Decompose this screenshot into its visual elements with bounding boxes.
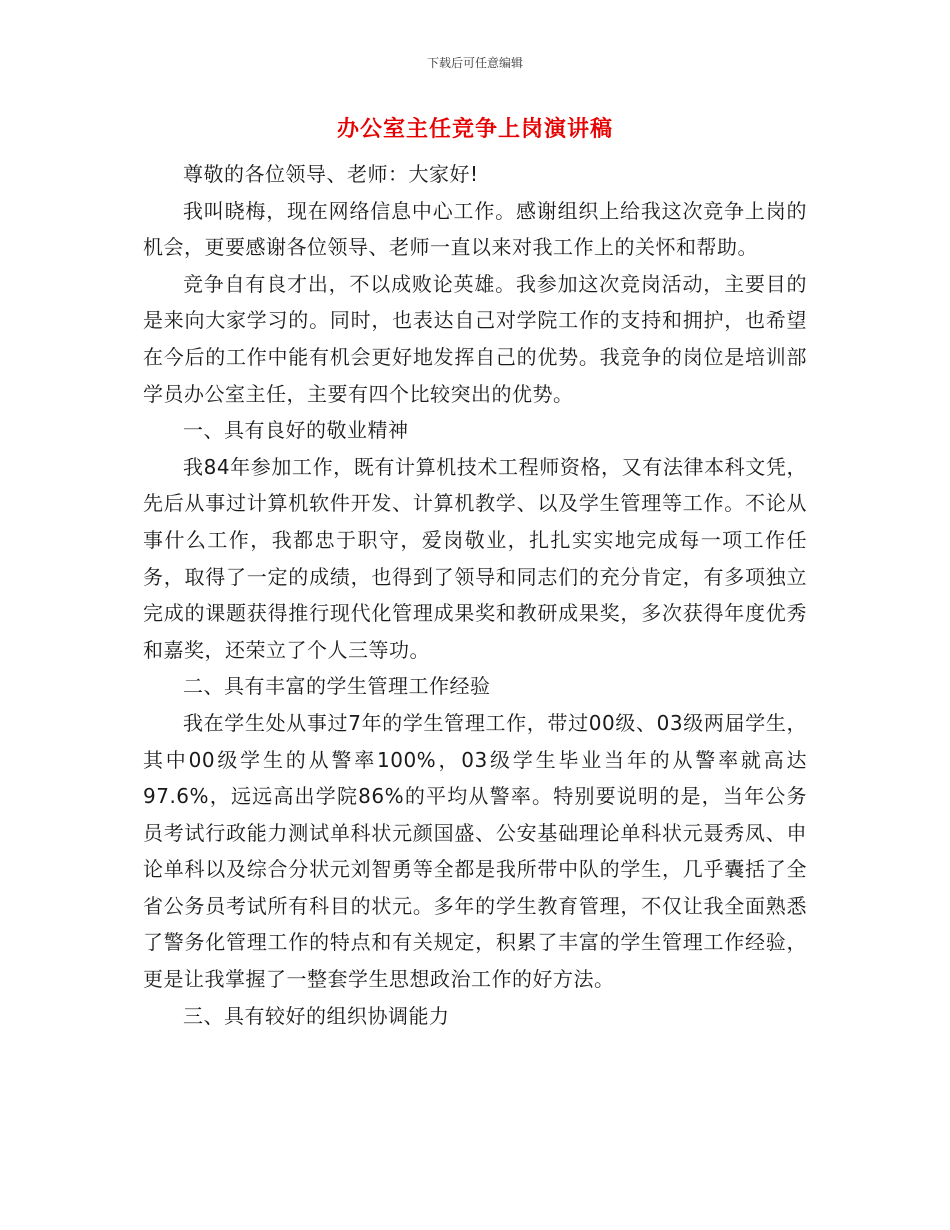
paragraph-section-2: 我在学生处从事过7年的学生管理工作，带过00级、03级两届学生，其中00级学生的从警率100%，03级学生毕业当年的从警率就高达97.6%，远远高出学院86%的平均从警率。特别要说明的是，当年公务员考试行政能力测试单科状元颜国盛、公安基础理论单科状元聂秀凤、申论单科以及综合分状元刘智勇等全都是我所带中队的学生，几乎囊括了全省公务员考试所有科目的状元。多年的学生教育管理，不仅让我全面熟悉了警务化管理工作的特点和有关规定，积累了丰富的学生管理工作经验，更是让我掌握了一整套学生思想政治工作的好方法。	[143, 710, 807, 992]
section-heading-3: 三、具有较好的组织协调能力	[183, 1003, 450, 1028]
document-title: 办公室主任竞争上岗演讲稿	[336, 117, 613, 142]
paragraph-intro: 我叫晓梅，现在网络信息中心工作。感谢组织上给我这次竞争上岗的机会，更要感谢各位领导、老师一直以来对我工作上的关怀和帮助。	[143, 198, 807, 260]
section-heading-2: 二、具有丰富的学生管理工作经验	[183, 674, 491, 699]
header-note: 下载后可任意编辑	[426, 56, 523, 70]
paragraph-greeting: 尊敬的各位领导、老师：大家好!	[183, 162, 479, 186]
section-heading-1: 一、具有良好的敬业精神	[183, 418, 409, 443]
paragraph-purpose: 竞争自有良才出，不以成败论英雄。我参加这次竞岗活动，主要目的是来向大家学习的。同时，也表达自己对学院工作的支持和拥护，也希望在今后的工作中能有机会更好地发挥自己的优势。我竞争的岗位是培训部学员办公室主任，主要有四个比较突出的优势。	[143, 271, 807, 406]
document-body	[143, 156, 807, 1034]
paragraph-section-1: 我84年参加工作，既有计算机技术工程师资格，又有法律本科文凭，先后从事过计算机软件开发、计算机教学、以及学生管理等工作。不论从事什么工作，我都忠于职守，爱岗敬业，扎扎实实地完成每一项工作任务，取得了一定的成绩，也得到了领导和同志们的充分肯定，有多项独立完成的课题获得推行现代化管理成果奖和教研成果奖，多次获得年度优秀和嘉奖，还荣立了个人三等功。	[143, 454, 807, 662]
